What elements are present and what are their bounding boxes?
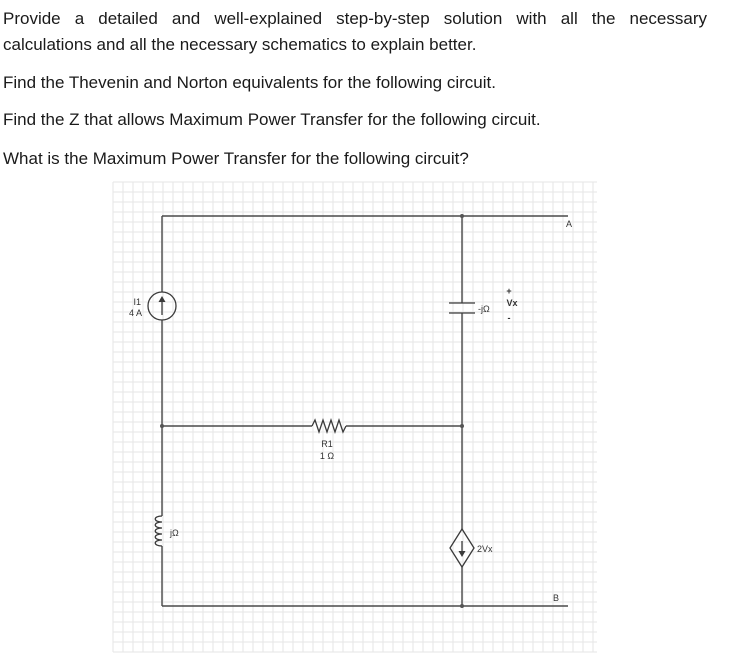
schematic-grid: [113, 182, 597, 652]
current-source-value: 4 A: [128, 308, 142, 318]
junction-top-right: [460, 214, 464, 218]
terminal-b-label: B: [552, 593, 560, 603]
capacitor-value: -jΩ: [478, 304, 490, 314]
arrow-down-icon-head: [459, 551, 466, 557]
arrow-up-icon-head: [159, 296, 166, 302]
capacitor: [449, 303, 490, 314]
max-power-value-question: What is the Maximum Power Transfer for the following circuit?: [3, 149, 469, 168]
current-source-name: I1: [133, 297, 141, 307]
instruction-line-2: calculations and all the necessary schematics to explain better.: [3, 35, 477, 54]
vx-minus-sign: -: [507, 313, 511, 323]
max-power-z-question: Find the Z that allows Maximum Power Transfer for the following circuit.: [3, 110, 541, 129]
resistor-r1: [312, 420, 346, 461]
junction-bottom-right: [460, 604, 464, 608]
junction-dots: [160, 214, 464, 608]
dependent-current-source: [450, 529, 493, 567]
vx-plus-sign: +: [506, 286, 512, 296]
current-source-i1: [129, 292, 176, 320]
thevenin-norton-question: Find the Thevenin and Norton equivalents for the following circuit.: [3, 73, 496, 92]
vx-name: Vx: [506, 298, 518, 308]
junction-middle-left: [160, 424, 164, 428]
junction-middle-right: [460, 424, 464, 428]
inductor-value: jΩ: [170, 528, 179, 538]
resistor-name: R1: [321, 439, 333, 449]
resistor-value: 1 Ω: [319, 451, 335, 461]
instruction-line-1: Provide a detailed and well-explained step-by-step solution with all the necessary: [3, 9, 707, 28]
dependent-source-value: 2Vx: [477, 544, 493, 554]
terminal-a-label: A: [565, 219, 573, 229]
